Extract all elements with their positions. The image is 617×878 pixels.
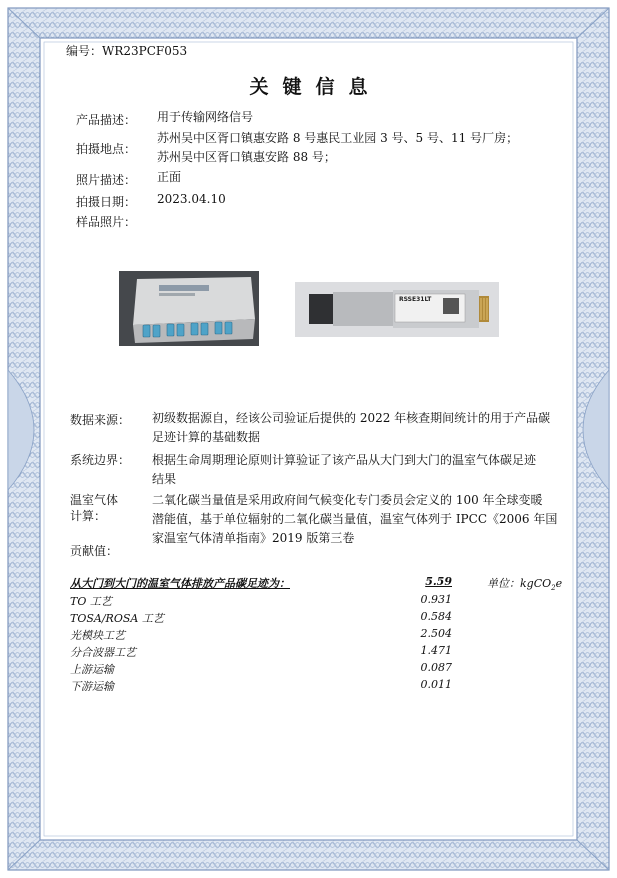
field-value-location-line1: 苏州吴中区胥口镇惠安路 8 号惠民工业园 3 号、5 号、11 号厂房；: [157, 131, 519, 145]
section-text-ghg-line2: 潜能值，基于单位辐射的二氧化碳当量值，温室气体列于 IPCC《2006 年国: [152, 512, 558, 526]
footprint-row-value: 0.931: [420, 593, 452, 606]
footprint-row-value: 2.504: [420, 627, 452, 640]
sample-photo-right-label: RSSE31LT: [399, 296, 432, 303]
field-label-photo-desc: 照片描述：: [76, 173, 137, 187]
footprint-row-name: 光模块工艺: [70, 629, 125, 642]
section-label-data-source: 数据来源：: [70, 413, 131, 427]
footprint-row-name: TOSA/ROSA 工艺: [70, 612, 164, 625]
footprint-row-value: 0.087: [420, 661, 452, 674]
section-label-ghg-line4: 贡献值：: [70, 544, 119, 558]
footprint-total: 5.59: [425, 575, 452, 588]
page-title: 关键信息: [249, 76, 382, 98]
footprint-row-name: 分合波器工艺: [70, 646, 136, 659]
section-label-ghg-line1: 温室气体: [70, 493, 119, 507]
footprint-row-value: 1.471: [420, 644, 452, 657]
field-value-product: 用于传输网络信号: [157, 110, 254, 124]
section-text-data-source-line1: 初级数据源自，经该公司验证后提供的 2022 年核查期间统计的用于产品碳: [152, 411, 551, 425]
footprint-row-value: 0.011: [420, 678, 452, 691]
footprint-heading: 从大门到大门的温室气体排放产品碳足迹为：: [70, 577, 290, 590]
footprint-row-name: TO 工艺: [70, 595, 112, 608]
document-number: 编号：WR23PCF053: [66, 44, 188, 58]
section-text-ghg-line3: 家温室气体清单指南》2019 版第三卷: [152, 531, 355, 545]
field-label-location: 拍摄地点：: [76, 142, 137, 156]
section-label-boundary: 系统边界：: [70, 453, 131, 467]
sample-photo-left: [119, 271, 259, 346]
section-text-ghg-line1: 二氧化碳当量值是采用政府间气候变化专门委员会定义的 100 年全球变暖: [152, 493, 543, 507]
field-value-location-line2: 苏州吴中区胥口镇惠安路 88 号；: [157, 150, 336, 164]
sample-photo-right: [295, 282, 499, 337]
field-value-photo-desc: 正面: [157, 170, 182, 184]
footprint-row-name: 下游运输: [70, 680, 114, 693]
section-text-data-source-line2: 足迹计算的基础数据: [152, 430, 261, 444]
footprint-row-value: 0.584: [420, 610, 452, 623]
footprint-row-name: 上游运输: [70, 663, 114, 676]
section-text-boundary-line2: 结果: [152, 472, 177, 486]
field-label-date: 拍摄日期：: [76, 195, 137, 209]
field-label-product: 产品描述：: [76, 113, 137, 127]
section-text-boundary-line1: 根据生命周期理论原则计算验证了该产品从大门到大门的温室气体碳足迹: [152, 453, 537, 467]
field-label-sample-photos: 样品照片：: [76, 215, 137, 229]
section-label-ghg-line2: 计算：: [70, 509, 107, 523]
field-value-date: 2023.04.10: [157, 192, 226, 206]
footprint-unit: 单位：kgCO$_2$e: [487, 577, 563, 593]
